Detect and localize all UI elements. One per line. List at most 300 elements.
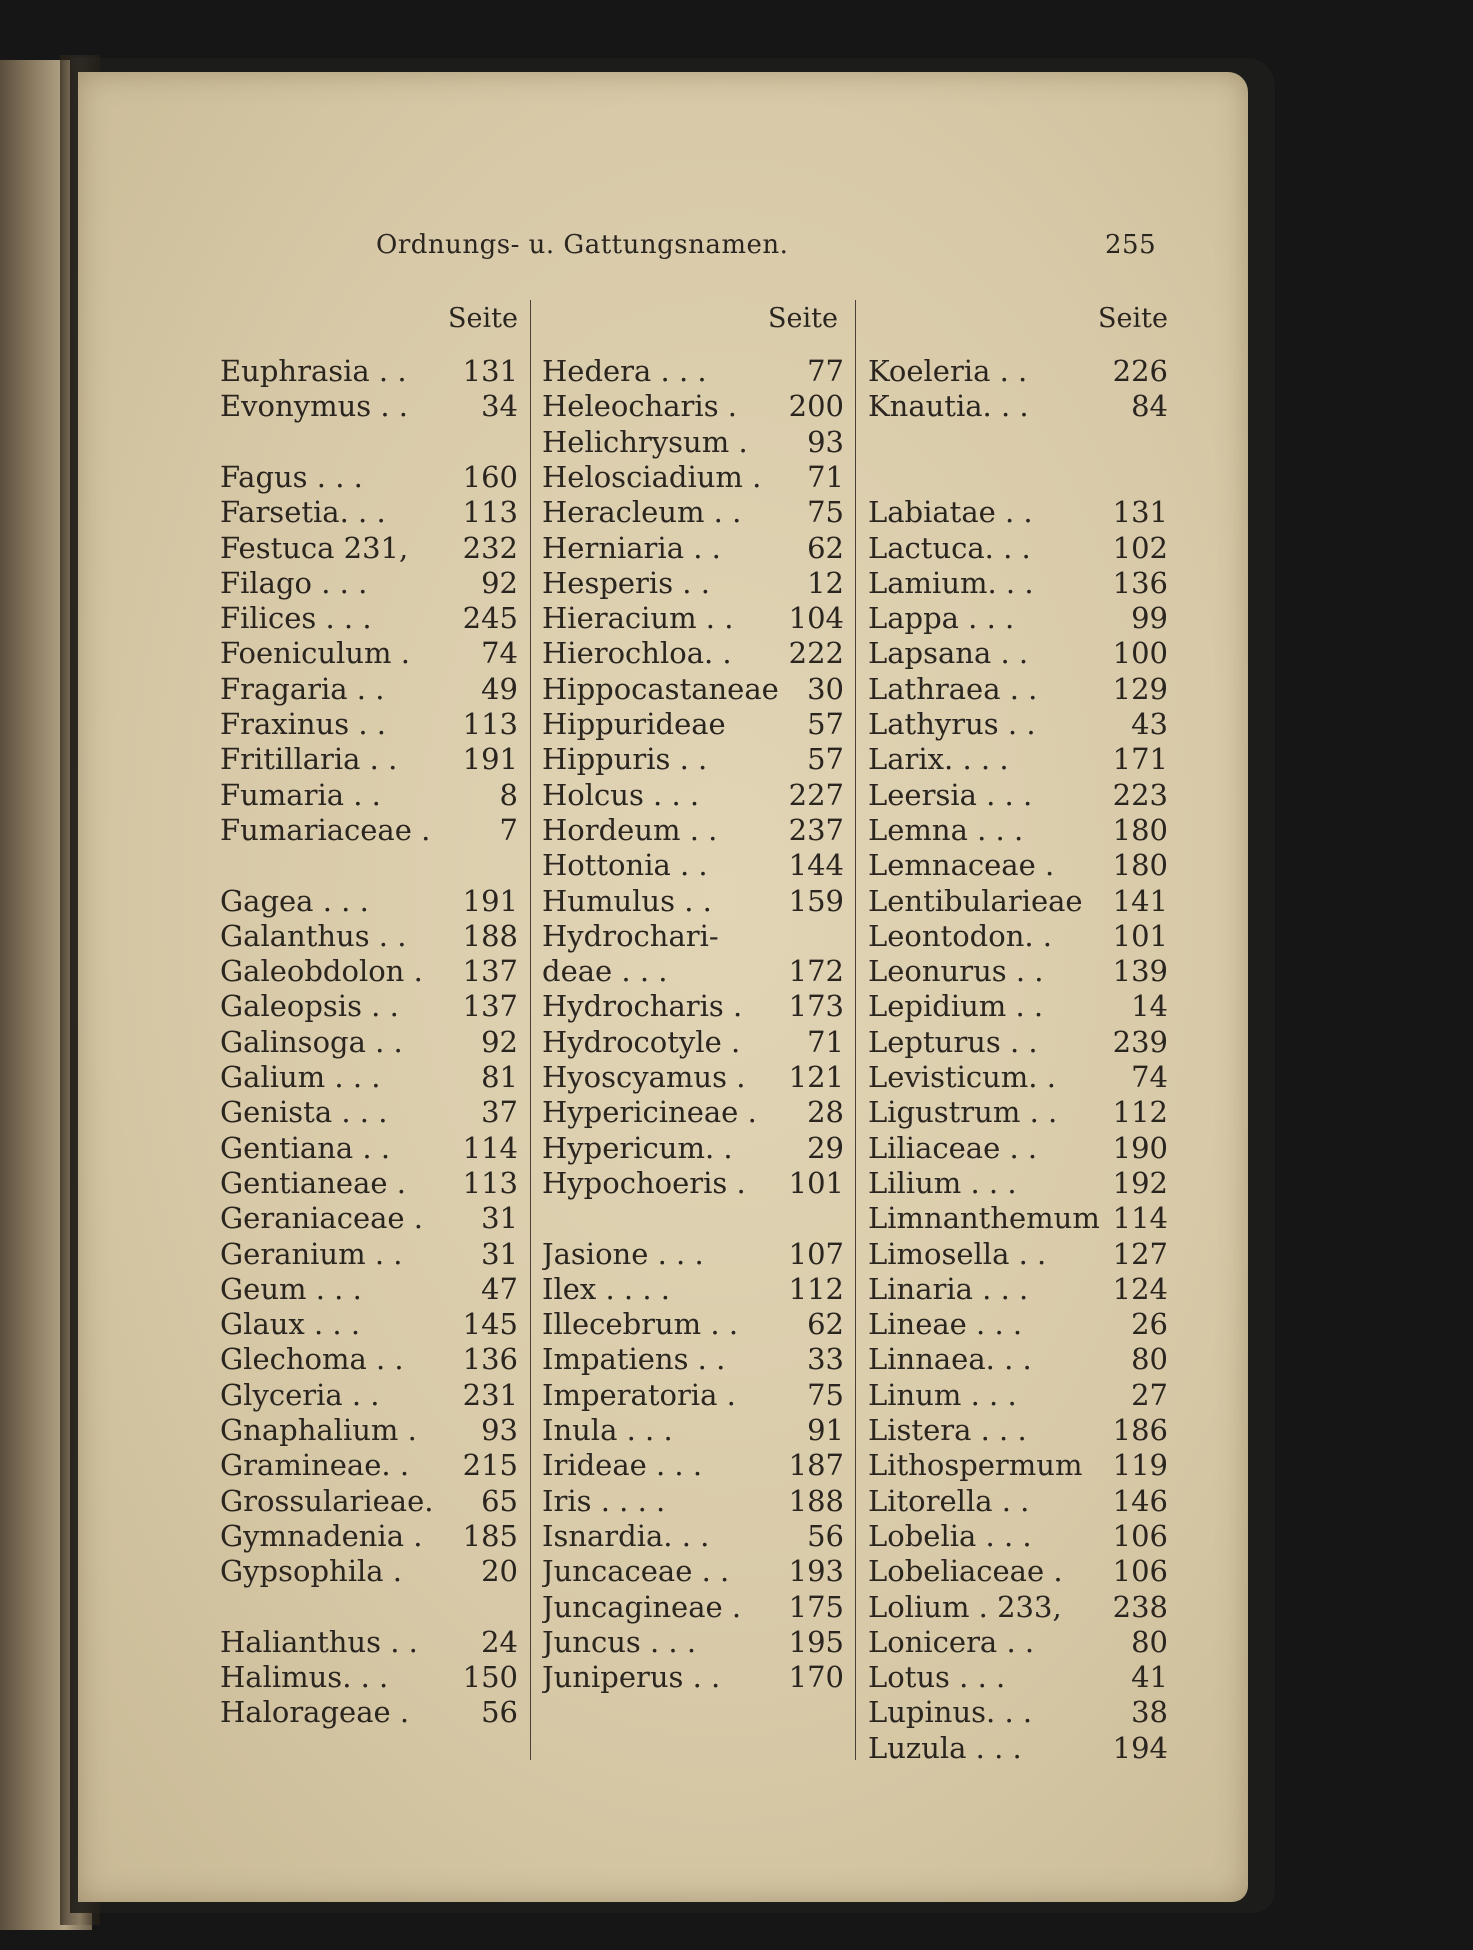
index-entry — [542, 389, 844, 423]
entry-page: 37 — [481, 1095, 518, 1130]
index-entry — [220, 460, 518, 494]
index-entry — [868, 1378, 1168, 1412]
entry-page: 99 — [1131, 601, 1168, 636]
index-entry — [220, 354, 518, 388]
index-entry — [542, 1342, 844, 1376]
entry-page: 81 — [481, 1060, 518, 1094]
index-entry — [542, 1025, 844, 1059]
index-entry — [868, 848, 1168, 882]
index-entry — [868, 1731, 1168, 1765]
index-entry — [542, 778, 844, 812]
entry-name: Lineae . . . — [868, 1307, 1023, 1342]
column-divider — [530, 300, 531, 1760]
entry-page: 195 — [788, 1624, 844, 1659]
index-entry — [220, 1554, 518, 1588]
entry-page: 57 — [807, 707, 844, 741]
index-entry — [220, 1095, 518, 1129]
index-entry — [542, 1448, 844, 1482]
entry-name: Lemnaceae . — [868, 848, 1055, 883]
index-entry — [868, 1131, 1168, 1165]
entry-name: Gypsophila . — [220, 1554, 402, 1589]
entry-name: Glyceria . . — [220, 1377, 380, 1412]
entry-name: Halimus. . . — [220, 1660, 389, 1695]
entry-page: 137 — [462, 989, 518, 1024]
entry-name: Gymnadenia . — [220, 1518, 423, 1553]
index-entry — [220, 601, 518, 635]
index-entry — [542, 1660, 844, 1694]
index-entry — [868, 1095, 1168, 1129]
index-entry — [220, 1660, 518, 1694]
column-header-seite-3: Seite — [1098, 303, 1168, 334]
entry-page: 74 — [481, 636, 518, 671]
index-entry — [868, 1342, 1168, 1376]
entry-page: 173 — [788, 989, 844, 1024]
index-entry — [220, 1695, 518, 1729]
entry-name: Levisticum. . — [868, 1060, 1056, 1094]
index-entry — [542, 742, 844, 776]
index-entry — [220, 566, 518, 600]
index-entry — [220, 495, 518, 529]
index-entry — [220, 778, 518, 812]
entry-page: 33 — [807, 1342, 844, 1377]
entry-name: Koeleria . . — [868, 354, 1028, 388]
entry-page: 27 — [1131, 1377, 1168, 1412]
index-entry — [868, 742, 1168, 776]
entry-name: Galinsoga . . — [220, 1024, 403, 1059]
index-entry — [868, 636, 1168, 670]
entry-name: Geum . . . — [220, 1271, 362, 1306]
entry-name: Knautia. . . — [868, 389, 1029, 424]
entry-page: 47 — [481, 1271, 518, 1306]
entry-name: Hydrochari- — [542, 918, 719, 953]
entry-page: 31 — [481, 1201, 518, 1236]
entry-page: 180 — [1112, 848, 1168, 883]
index-entry — [868, 1625, 1168, 1659]
entry-name: Leersia . . . — [868, 777, 1033, 812]
entry-page: 93 — [481, 1413, 518, 1447]
entry-name: Hyoscyamus . — [542, 1060, 746, 1094]
entry-name: Lepidium . . — [868, 989, 1044, 1024]
entry-page: 106 — [1112, 1554, 1168, 1589]
index-entry — [542, 1484, 844, 1518]
entry-page: 24 — [481, 1624, 518, 1659]
entry-page: 192 — [1112, 1165, 1168, 1200]
entry-name: Hypochoeris . — [542, 1165, 746, 1200]
index-entry — [868, 1201, 1168, 1235]
book-page — [78, 72, 1248, 1902]
entry-name: Hieracium . . — [542, 601, 734, 636]
entry-page: 62 — [807, 1307, 844, 1342]
entry-page: 124 — [1112, 1271, 1168, 1306]
entry-page: 121 — [788, 1060, 844, 1094]
index-entry — [868, 1448, 1168, 1482]
entry-name: Juniperus . . — [542, 1660, 721, 1695]
entry-page: 8 — [499, 777, 518, 812]
entry-page: 186 — [1112, 1413, 1168, 1447]
entry-name: Ligustrum . . — [868, 1095, 1058, 1130]
index-entry — [868, 919, 1168, 953]
entry-name: Humulus . . — [542, 883, 712, 918]
index-entry — [868, 778, 1168, 812]
index-entry — [220, 672, 518, 706]
index-entry — [220, 1201, 518, 1235]
entry-name: Heracleum . . — [542, 495, 742, 530]
entry-name: Lathyrus . . — [868, 707, 1036, 741]
index-entry — [868, 1660, 1168, 1694]
entry-page: 215 — [462, 1448, 518, 1483]
entry-page: 137 — [462, 954, 518, 989]
index-entry — [542, 1060, 844, 1094]
index-entry — [220, 1237, 518, 1271]
entry-page: 119 — [1112, 1448, 1168, 1483]
index-entry — [220, 707, 518, 741]
entry-page: 71 — [807, 459, 844, 494]
entry-name: Listera . . . — [868, 1413, 1027, 1447]
entry-page: 92 — [481, 565, 518, 600]
entry-name: Fraxinus . . — [220, 707, 387, 741]
entry-page: 26 — [1131, 1307, 1168, 1342]
entry-name: Linum . . . — [868, 1377, 1017, 1412]
entry-name: Fragaria . . — [220, 671, 385, 706]
entry-page: 188 — [788, 1483, 844, 1518]
index-entry — [542, 1378, 844, 1412]
entry-name: Leontodon. . — [868, 918, 1053, 953]
index-entry — [868, 813, 1168, 847]
index-entry — [542, 354, 844, 388]
entry-name: Lappa . . . — [868, 601, 1015, 636]
entry-name: Fumaria . . — [220, 777, 381, 812]
entry-name: Evonymus . . — [220, 389, 409, 424]
index-entry — [220, 636, 518, 670]
index-entry — [542, 495, 844, 529]
index-entry — [542, 707, 844, 741]
entry-page: 129 — [1112, 671, 1168, 706]
index-entry — [542, 954, 844, 988]
entry-name: Gagea . . . — [220, 883, 369, 918]
entry-name: Herniaria . . — [542, 530, 721, 565]
index-entry — [542, 813, 844, 847]
index-entry — [868, 495, 1168, 529]
index-entry — [542, 636, 844, 670]
index-entry — [220, 1519, 518, 1553]
entry-page: 150 — [462, 1660, 518, 1695]
entry-page: 245 — [462, 601, 518, 636]
entry-name: Linnaea. . . — [868, 1342, 1032, 1377]
index-entry — [220, 1413, 518, 1447]
entry-name: Lobelia . . . — [868, 1518, 1032, 1553]
entry-name: Helosciadium . — [542, 459, 762, 494]
entry-name: Helichrysum . — [542, 424, 748, 459]
entry-name: Galanthus . . — [220, 918, 407, 953]
entry-page: 239 — [1112, 1024, 1168, 1059]
index-entry — [220, 813, 518, 847]
entry-page: 14 — [1131, 989, 1168, 1024]
entry-page: 49 — [481, 671, 518, 706]
entry-page: 127 — [1112, 1236, 1168, 1271]
entry-name: Festuca 231, — [220, 530, 409, 565]
entry-name: Lathraea . . — [868, 671, 1038, 706]
index-entry — [220, 1378, 518, 1412]
entry-name: Lithospermum — [868, 1448, 1083, 1483]
index-entry — [220, 1272, 518, 1306]
entry-name: deae . . . — [542, 954, 668, 989]
entry-name: Fumariaceae . — [220, 812, 431, 847]
index-entry — [542, 1166, 844, 1200]
entry-page: 223 — [1112, 777, 1168, 812]
entry-name: Lapsana . . — [868, 636, 1029, 671]
entry-name: Iris . . . . — [542, 1483, 666, 1518]
entry-page: 107 — [788, 1236, 844, 1271]
index-entry — [220, 954, 518, 988]
entry-name: Hippurideae — [542, 707, 726, 741]
index-entry — [220, 531, 518, 565]
entry-name: Juncus . . . — [542, 1624, 697, 1659]
entry-name: Linaria . . . — [868, 1271, 1029, 1306]
index-entry — [542, 1095, 844, 1129]
index-entry — [868, 1554, 1168, 1588]
entry-page: 187 — [788, 1448, 844, 1483]
entry-name: Lamium. . . — [868, 565, 1034, 600]
entry-page: 113 — [462, 707, 518, 741]
entry-page: 92 — [481, 1024, 518, 1059]
entry-name: Luzula . . . — [868, 1730, 1022, 1765]
entry-name: Hottonia . . — [542, 848, 708, 883]
index-entry — [220, 919, 518, 953]
entry-name: Lactuca. . . — [868, 530, 1031, 565]
entry-name: Litorella . . — [868, 1483, 1030, 1518]
entry-name: Heleocharis . — [542, 389, 738, 424]
entry-name: Farsetia. . . — [220, 495, 386, 530]
entry-name: Juncagineae . — [542, 1589, 742, 1624]
entry-page: 7 — [499, 812, 518, 847]
entry-name: Lotus . . . — [868, 1660, 1006, 1695]
entry-page: 62 — [807, 530, 844, 565]
entry-name: Irideae . . . — [542, 1448, 703, 1483]
entry-name: Halorageae . — [220, 1695, 410, 1730]
entry-page: 180 — [1112, 812, 1168, 847]
entry-page: 56 — [481, 1695, 518, 1730]
entry-name: Lobeliaceae . — [868, 1554, 1063, 1589]
entry-name: Hordeum . . — [542, 812, 718, 847]
index-entry — [542, 919, 844, 953]
index-entry — [220, 1060, 518, 1094]
column-divider — [855, 300, 856, 1760]
index-entry — [868, 1272, 1168, 1306]
entry-page: 34 — [481, 389, 518, 424]
index-entry — [542, 672, 844, 706]
index-entry — [542, 1307, 844, 1341]
entry-name: Gramineae. . — [220, 1448, 410, 1483]
entry-name: Illecebrum . . — [542, 1307, 739, 1342]
entry-page: 104 — [788, 601, 844, 636]
entry-name: Hypericum. . — [542, 1130, 733, 1165]
entry-page: 80 — [1131, 1342, 1168, 1377]
running-head: Ordnungs- u. Gattungsnamen. — [376, 230, 789, 260]
index-entry — [220, 1625, 518, 1659]
entry-page: 75 — [807, 1377, 844, 1412]
entry-name: Hippuris . . — [542, 742, 708, 777]
index-entry — [220, 1131, 518, 1165]
entry-page: 80 — [1131, 1624, 1168, 1659]
entry-name: Inula . . . — [542, 1413, 673, 1447]
entry-page: 160 — [462, 459, 518, 494]
entry-name: Fritillaria . . — [220, 742, 398, 777]
index-entry — [868, 672, 1168, 706]
entry-page: 193 — [788, 1554, 844, 1589]
entry-page: 28 — [807, 1095, 844, 1130]
entry-page: 101 — [788, 1165, 844, 1200]
index-entry — [542, 460, 844, 494]
entry-page: 190 — [1112, 1130, 1168, 1165]
index-entry — [220, 742, 518, 776]
column-header-seite-2: Seite — [768, 303, 838, 334]
entry-page: 139 — [1112, 954, 1168, 989]
entry-name: Hippocastaneae — [542, 671, 779, 706]
index-entry — [220, 884, 518, 918]
entry-page: 231 — [462, 1377, 518, 1412]
entry-name: Limnanthemum — [868, 1201, 1100, 1236]
entry-page: 222 — [788, 636, 844, 671]
entry-name: Gentiana . . — [220, 1130, 391, 1165]
entry-name: Gentianeae . — [220, 1165, 406, 1200]
entry-name: Hesperis . . — [542, 565, 710, 600]
entry-page: 172 — [788, 954, 844, 989]
entry-page: 106 — [1112, 1518, 1168, 1553]
index-entry — [220, 1025, 518, 1059]
entry-page: 114 — [462, 1130, 518, 1165]
entry-name: Geranium . . — [220, 1236, 403, 1271]
entry-name: Labiatae . . — [868, 495, 1033, 530]
index-entry — [542, 601, 844, 635]
index-entry — [868, 707, 1168, 741]
entry-name: Lepturus . . — [868, 1024, 1038, 1059]
entry-name: Lolium . 233, — [868, 1589, 1062, 1624]
entry-page: 194 — [1112, 1730, 1168, 1765]
entry-name: Galeopsis . . — [220, 989, 399, 1024]
entry-name: Larix. . . . — [868, 742, 1009, 777]
entry-name: Galeobdolon . — [220, 954, 423, 989]
index-entry — [542, 1413, 844, 1447]
entry-name: Hydrocotyle . — [542, 1024, 741, 1059]
index-entry — [220, 1448, 518, 1482]
index-entry — [220, 1307, 518, 1341]
entry-page: 146 — [1112, 1483, 1168, 1518]
entry-page: 144 — [788, 848, 844, 883]
entry-page: 91 — [807, 1413, 844, 1447]
entry-page: 136 — [1112, 565, 1168, 600]
entry-page: 191 — [462, 742, 518, 777]
entry-page: 191 — [462, 883, 518, 918]
entry-name: Filago . . . — [220, 565, 368, 600]
index-entry — [868, 989, 1168, 1023]
index-entry — [868, 884, 1168, 918]
entry-page: 77 — [807, 354, 844, 388]
entry-page: 93 — [807, 424, 844, 459]
entry-name: Lonicera . . — [868, 1624, 1035, 1659]
index-entry — [868, 354, 1168, 388]
entry-name: Lentibularieae — [868, 883, 1083, 918]
index-entry — [220, 989, 518, 1023]
index-entry — [542, 848, 844, 882]
entry-name: Hedera . . . — [542, 354, 707, 388]
index-entry — [220, 389, 518, 423]
entry-name: Glaux . . . — [220, 1307, 361, 1342]
entry-page: 100 — [1112, 636, 1168, 671]
entry-page: 141 — [1112, 883, 1168, 918]
entry-name: Liliaceae . . — [868, 1130, 1038, 1165]
index-entry — [542, 566, 844, 600]
entry-name: Jasione . . . — [542, 1236, 704, 1271]
entry-page: 71 — [807, 1024, 844, 1059]
entry-name: Holcus . . . — [542, 777, 700, 812]
entry-name: Hierochloa. . — [542, 636, 732, 671]
entry-name: Limosella . . — [868, 1236, 1047, 1271]
index-entry — [542, 1554, 844, 1588]
entry-name: Grossularieae. — [220, 1483, 434, 1518]
index-entry — [868, 1025, 1168, 1059]
entry-page: 65 — [481, 1483, 518, 1518]
index-entry — [868, 389, 1168, 423]
index-entry — [542, 531, 844, 565]
entry-name: Hydrocharis . — [542, 989, 743, 1024]
entry-page: 41 — [1131, 1660, 1168, 1695]
entry-page: 31 — [481, 1236, 518, 1271]
entry-page: 74 — [1131, 1060, 1168, 1094]
entry-name: Imperatoria . — [542, 1377, 736, 1412]
entry-page: 113 — [462, 495, 518, 530]
index-entry — [542, 1237, 844, 1271]
index-entry — [542, 1590, 844, 1624]
entry-page: 171 — [1112, 742, 1168, 777]
entry-name: Fagus . . . — [220, 459, 363, 494]
entry-name: Lilium . . . — [868, 1165, 1017, 1200]
entry-name: Leonurus . . — [868, 954, 1044, 989]
entry-page: 112 — [788, 1271, 844, 1306]
entry-name: Halianthus . . — [220, 1624, 418, 1659]
entry-name: Lupinus. . . — [868, 1695, 1033, 1730]
entry-page: 102 — [1112, 530, 1168, 565]
index-entry — [542, 884, 844, 918]
entry-name: Galium . . . — [220, 1060, 381, 1094]
index-entry — [868, 1307, 1168, 1341]
entry-name: Euphrasia . . — [220, 354, 407, 388]
entry-page: 237 — [788, 812, 844, 847]
entry-page: 159 — [788, 883, 844, 918]
index-entry — [868, 1166, 1168, 1200]
index-entry — [220, 1166, 518, 1200]
index-entry — [542, 1519, 844, 1553]
entry-page: 185 — [462, 1518, 518, 1553]
index-entry — [868, 1237, 1168, 1271]
entry-name: Impatiens . . — [542, 1342, 726, 1377]
entry-name: Lemna . . . — [868, 812, 1024, 847]
entry-page: 131 — [1112, 495, 1168, 530]
index-entry — [868, 954, 1168, 988]
entry-page: 56 — [807, 1518, 844, 1553]
entry-page: 188 — [462, 918, 518, 953]
entry-page: 101 — [1112, 918, 1168, 953]
entry-name: Ilex . . . . — [542, 1271, 670, 1306]
entry-page: 175 — [788, 1589, 844, 1624]
index-entry — [542, 1625, 844, 1659]
entry-page: 30 — [807, 671, 844, 706]
entry-page: 200 — [788, 389, 844, 424]
index-entry — [542, 425, 844, 459]
entry-name: Juncaceae . . — [542, 1554, 730, 1589]
entry-name: Geraniaceae . — [220, 1201, 424, 1236]
entry-page: 29 — [807, 1130, 844, 1165]
index-entry — [868, 1695, 1168, 1729]
